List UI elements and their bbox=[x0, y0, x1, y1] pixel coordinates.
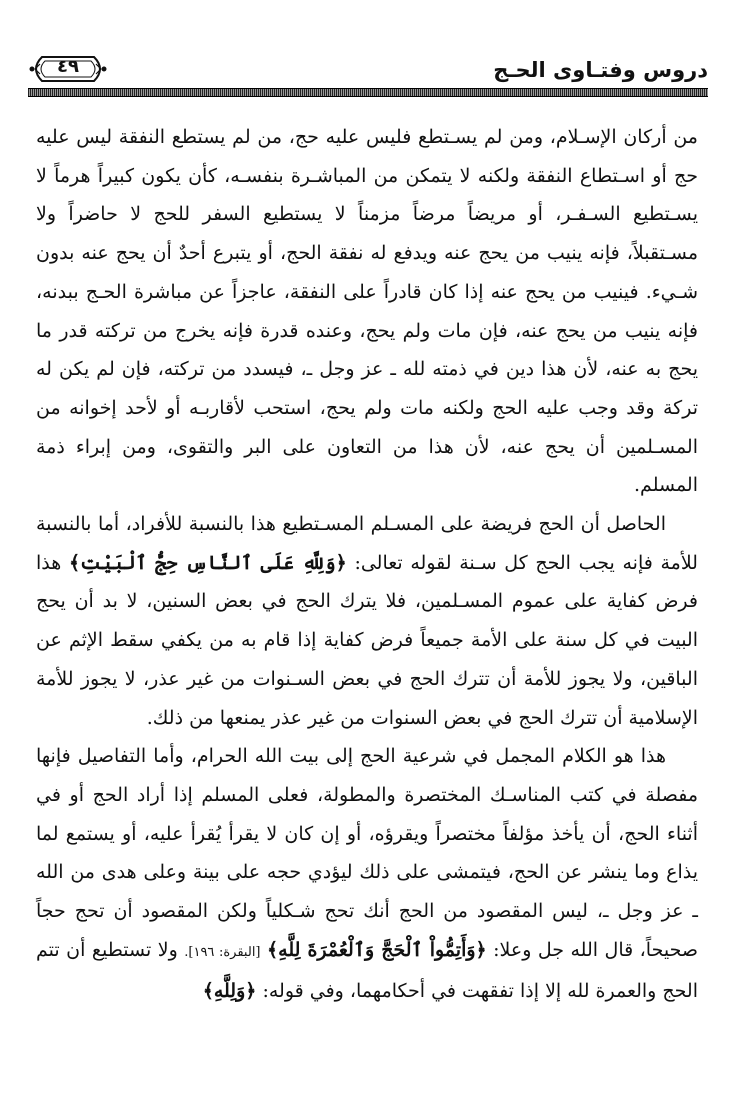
page-header bbox=[28, 52, 708, 96]
paragraph-2-text-b: هذا فرض كفاية على عموم المسـلمين، فلا يترك الحج في بعض السنين، لا بد أن يحج البيت في كل سنة على الأمة جميعاً فرض كفاية إذا قام به من يكفي سقط الإثم عن الباقين، ولا يجوز للأمة أن تترك الحج في بعض السـنوات من غير عذر، لا يجوز للأمة الإسلامية أن تترك الحج في بعض السنوات من غير عذر يمنعها من ذلك. bbox=[36, 551, 698, 729]
page-number: ٤٩ bbox=[57, 56, 79, 77]
verse-reference: [البقرة: ١٩٦]. bbox=[184, 944, 261, 960]
paragraph-2 bbox=[36, 505, 698, 737]
paragraph-3-text-b: ولا تستطيع أن تتم الحج والعمرة لله إلا إذا تفقهت في أحكامهما، وفي قوله: bbox=[36, 938, 698, 1003]
header-divider bbox=[28, 88, 708, 97]
quran-verse: ﴿وَلِلَّهِ﴾ bbox=[202, 980, 257, 1003]
paragraph-2-text-a: الحاصل أن الحج فريضة على المسـلم المسـتطيع هذا بالنسبة للأفراد، أما بالنسبة للأمة فإنه يجب الحج كل سـنة لقوله تعالى: bbox=[36, 513, 698, 574]
quran-verse: ﴿وَلِلَّهِ عَلَى ٱلنَّاسِ حِجُّ ٱلْبَيْتِ﴾ bbox=[68, 551, 347, 574]
page-number-badge bbox=[28, 52, 108, 86]
paragraph-3-text-a: هذا هو الكلام المجمل في شرعية الحج إلى بيت الله الحرام، وأما التفاصيل فإنها مفصلة في كتب المناسـك المختصرة والمطولة، فعلى المسلم إذا أراد الحج أو في أثناء الحج، أن يأخذ مؤلفاً مختصراً ويقرؤه، أو إن كان لا يقرأ يُقرأ عليه، أو يستمع لما يذاع وما ينشر عن الحج، فيتمشى على ذلك ليؤدي حجه على بينة وعلى هدى من الله ـ عز وجل ـ، ليس المقصود من الحج أنك تحج شـكلياً ولكن المقصود أن تحج حجاً صحيحاً، قال الله جل وعلا: bbox=[36, 745, 698, 961]
quran-verse: ﴿وَأَتِمُّواْ ٱلْحَجَّ وَٱلْعُمْرَةَ لِلَّهِ﴾ bbox=[267, 938, 487, 961]
paragraph-1: من أركان الإسـلام، ومن لم يسـتطع فليس عليه حج، من لم يستطع النفقة ليس عليه حج أو اسـتطاع النفقة ولكنه لا يتمكن من المباشـرة بنفسـه، كأن يكون كبيراً هرماً لا يسـتطيع السـفـر، أو مريضاً مرضاً مزمناً لا يستطيع السفر للحج لا حاضراً ولا مسـتقبلاً، فإنه ينيب من يحج عنه ويدفع له نفقة الحج، أو يتبرع أحدٌ أن يحج عنه بدون شـيء. فينيب من يحج عنه إذا كان قادراً على النفقة، عاجزاً عن مباشرة الحـج ببدنه، فإنه ينيب من يحج عنه، فإن مات ولم يحج، وعنده قدرة فإنه يخرج من تركته قدر ما يحج به عنه، لأن هذا دين في ذمته لله ـ عز وجل ـ، فيسدد من تركته، فإن لم يكن له تركة وقد وجب عليه الحج ولكنه مات ولم يحج، استحب لأقاربـه أو لأحد إخوانه من المسـلمين أن يحج عنه، لأن هذا من التعاون على البر والتقوى، ومن إبراء ذمة المسلم. bbox=[36, 126, 698, 497]
page-body bbox=[36, 118, 698, 1011]
paragraph-3 bbox=[36, 737, 698, 1011]
book-title: دروس وفتـاوى الحـج bbox=[493, 58, 708, 82]
